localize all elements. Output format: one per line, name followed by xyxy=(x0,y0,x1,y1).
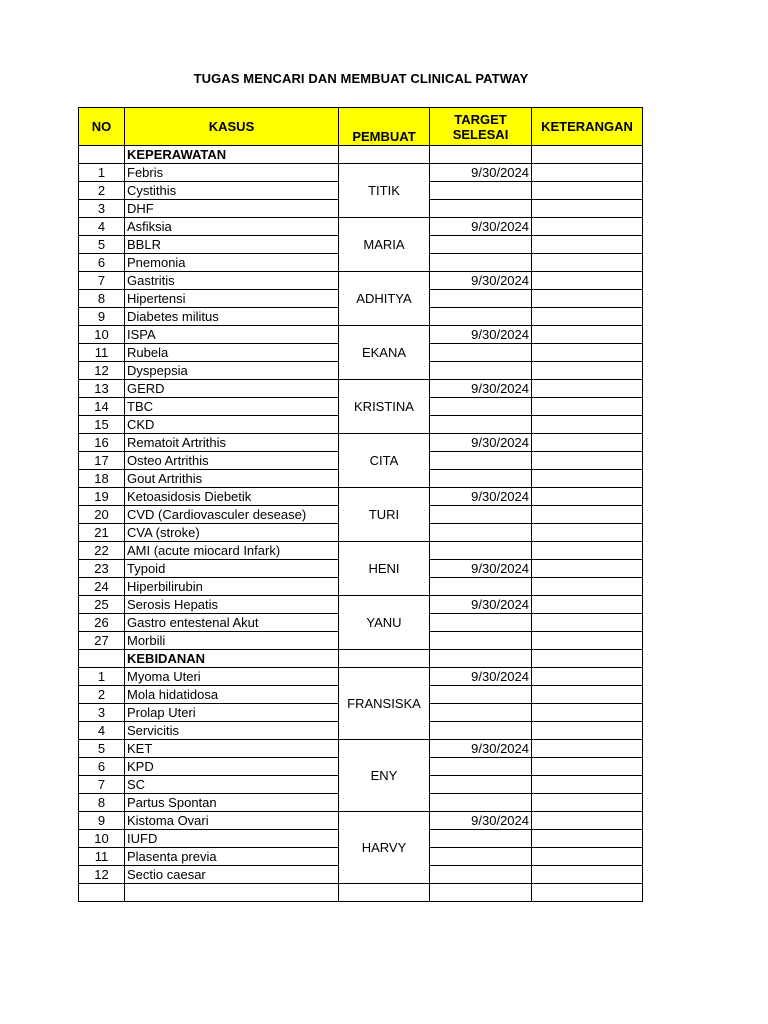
cell-target-selesai: 9/30/2024 xyxy=(430,218,532,236)
cell-no: 1 xyxy=(79,668,125,686)
cell-kasus: Partus Spontan xyxy=(125,794,339,812)
cell-no: 24 xyxy=(79,578,125,596)
cell-keterangan xyxy=(532,146,643,164)
cell-target-selesai xyxy=(430,524,532,542)
cell-target-selesai xyxy=(430,578,532,596)
cell-pembuat: FRANSISKA xyxy=(339,668,430,740)
cell-kasus: Asfiksia xyxy=(125,218,339,236)
cell-no: 9 xyxy=(79,308,125,326)
cell-target-selesai xyxy=(430,452,532,470)
section-row xyxy=(79,146,643,164)
cell-kasus: Gout Artrithis xyxy=(125,470,339,488)
cell-kasus: ISPA xyxy=(125,326,339,344)
cell-no xyxy=(79,884,125,902)
cell-kasus: Kistoma Ovari xyxy=(125,812,339,830)
cell-no: 11 xyxy=(79,344,125,362)
cell-pembuat: HARVY xyxy=(339,812,430,884)
cell-kasus: DHF xyxy=(125,200,339,218)
cell-keterangan xyxy=(532,794,643,812)
cell-target-selesai xyxy=(430,182,532,200)
cell-keterangan xyxy=(532,830,643,848)
cell-keterangan xyxy=(532,272,643,290)
cell-keterangan xyxy=(532,488,643,506)
cell-kasus: Dyspepsia xyxy=(125,362,339,380)
cell-keterangan xyxy=(532,596,643,614)
cell-no: 6 xyxy=(79,758,125,776)
cell-target-selesai xyxy=(430,794,532,812)
header-target-selesai xyxy=(430,108,532,146)
cell-keterangan xyxy=(532,722,643,740)
cell-keterangan xyxy=(532,164,643,182)
cell-target-selesai xyxy=(430,686,532,704)
cell-pembuat: CITA xyxy=(339,434,430,488)
header-kasus: KASUS xyxy=(125,108,339,146)
cell-target-selesai xyxy=(430,758,532,776)
cell-kasus: Prolap Uteri xyxy=(125,704,339,722)
cell-no: 22 xyxy=(79,542,125,560)
cell-target-selesai xyxy=(430,776,532,794)
cell-no: 2 xyxy=(79,686,125,704)
cell-pembuat: TITIK xyxy=(339,164,430,218)
cell-no: 12 xyxy=(79,866,125,884)
cell-keterangan xyxy=(532,686,643,704)
cell-keterangan xyxy=(532,740,643,758)
cell-kasus: Mola hidatidosa xyxy=(125,686,339,704)
table-row xyxy=(79,488,643,506)
cell-target-selesai xyxy=(430,344,532,362)
section-row xyxy=(79,650,643,668)
cell-keterangan xyxy=(532,434,643,452)
cell-kasus: Ketoasidosis Diebetik xyxy=(125,488,339,506)
cell-no xyxy=(79,650,125,668)
cell-pembuat: ADHITYA xyxy=(339,272,430,326)
header-no: NO xyxy=(79,108,125,146)
cell-target-selesai: 9/30/2024 xyxy=(430,740,532,758)
table-row xyxy=(79,884,643,902)
table-row xyxy=(79,434,643,452)
cell-keterangan xyxy=(532,416,643,434)
cell-pembuat: EKANA xyxy=(339,326,430,380)
cell-no: 8 xyxy=(79,290,125,308)
cell-no: 4 xyxy=(79,218,125,236)
cell-no: 20 xyxy=(79,506,125,524)
cell-keterangan xyxy=(532,362,643,380)
cell-target-selesai xyxy=(430,416,532,434)
cell-target-selesai xyxy=(430,470,532,488)
table-row xyxy=(79,812,643,830)
cell-target-selesai xyxy=(430,650,532,668)
header-pembuat: PEMBUAT xyxy=(339,108,430,146)
cell-no: 23 xyxy=(79,560,125,578)
cell-keterangan xyxy=(532,308,643,326)
cell-no: 9 xyxy=(79,812,125,830)
cell-target-selesai: 9/30/2024 xyxy=(430,596,532,614)
cell-no: 6 xyxy=(79,254,125,272)
cell-no: 27 xyxy=(79,632,125,650)
cell-target-selesai xyxy=(430,542,532,560)
cell-keterangan xyxy=(532,344,643,362)
cell-no: 16 xyxy=(79,434,125,452)
cell-no: 4 xyxy=(79,722,125,740)
cell-target-selesai: 9/30/2024 xyxy=(430,326,532,344)
cell-target-selesai xyxy=(430,290,532,308)
cell-target-selesai: 9/30/2024 xyxy=(430,164,532,182)
cell-kasus: KPD xyxy=(125,758,339,776)
header-target-line1: TARGET xyxy=(454,111,507,127)
table-row xyxy=(79,596,643,614)
cell-no: 10 xyxy=(79,830,125,848)
cell-keterangan xyxy=(532,812,643,830)
cell-keterangan xyxy=(532,848,643,866)
cell-keterangan xyxy=(532,236,643,254)
cell-target-selesai xyxy=(430,398,532,416)
cell-keterangan xyxy=(532,758,643,776)
cell-kasus: Cystithis xyxy=(125,182,339,200)
cell-kasus: Rematoit Artrithis xyxy=(125,434,339,452)
cell-kasus: KET xyxy=(125,740,339,758)
cell-no: 5 xyxy=(79,236,125,254)
cell-pembuat xyxy=(339,146,430,164)
cell-kasus: CVD (Cardiovasculer desease) xyxy=(125,506,339,524)
cell-no xyxy=(79,146,125,164)
cell-kasus: Hipertensi xyxy=(125,290,339,308)
section-label: KEBIDANAN xyxy=(125,650,339,668)
cell-no: 11 xyxy=(79,848,125,866)
cell-keterangan xyxy=(532,776,643,794)
cell-keterangan xyxy=(532,578,643,596)
cell-pembuat: MARIA xyxy=(339,218,430,272)
table-row xyxy=(79,542,643,560)
cell-kasus: Typoid xyxy=(125,560,339,578)
cell-pembuat: KRISTINA xyxy=(339,380,430,434)
cell-kasus xyxy=(125,884,339,902)
cell-no: 10 xyxy=(79,326,125,344)
cell-no: 15 xyxy=(79,416,125,434)
cell-pembuat xyxy=(339,884,430,902)
cell-target-selesai xyxy=(430,506,532,524)
cell-no: 13 xyxy=(79,380,125,398)
cell-target-selesai xyxy=(430,614,532,632)
cell-target-selesai: 9/30/2024 xyxy=(430,560,532,578)
cell-no: 12 xyxy=(79,362,125,380)
cell-no: 7 xyxy=(79,776,125,794)
cell-no: 26 xyxy=(79,614,125,632)
cell-target-selesai xyxy=(430,848,532,866)
cell-no: 18 xyxy=(79,470,125,488)
cell-no: 17 xyxy=(79,452,125,470)
cell-kasus: Plasenta previa xyxy=(125,848,339,866)
cell-target-selesai: 9/30/2024 xyxy=(430,380,532,398)
cell-kasus: TBC xyxy=(125,398,339,416)
header-keterangan: KETERANGAN xyxy=(532,108,643,146)
cell-keterangan xyxy=(532,560,643,578)
cell-pembuat: HENI xyxy=(339,542,430,596)
cell-target-selesai: 9/30/2024 xyxy=(430,812,532,830)
cell-keterangan xyxy=(532,866,643,884)
cell-kasus: Gastro entestenal Akut xyxy=(125,614,339,632)
header-target-line2: SELESAI xyxy=(452,126,509,142)
table-row xyxy=(79,164,643,182)
cell-keterangan xyxy=(532,614,643,632)
cell-target-selesai: 9/30/2024 xyxy=(430,434,532,452)
cell-kasus: Pnemonia xyxy=(125,254,339,272)
cell-target-selesai: 9/30/2024 xyxy=(430,488,532,506)
cell-kasus: Osteo Artrithis xyxy=(125,452,339,470)
cell-kasus: Myoma Uteri xyxy=(125,668,339,686)
cell-keterangan xyxy=(532,632,643,650)
cell-kasus: Sectio caesar xyxy=(125,866,339,884)
cell-keterangan xyxy=(532,470,643,488)
cell-kasus: Servicitis xyxy=(125,722,339,740)
cell-no: 7 xyxy=(79,272,125,290)
cell-no: 3 xyxy=(79,200,125,218)
cell-keterangan xyxy=(532,200,643,218)
cell-kasus: CVA (stroke) xyxy=(125,524,339,542)
cell-no: 14 xyxy=(79,398,125,416)
cell-target-selesai xyxy=(430,884,532,902)
cell-kasus: CKD xyxy=(125,416,339,434)
cell-target-selesai xyxy=(430,200,532,218)
cell-kasus: Rubela xyxy=(125,344,339,362)
cell-target-selesai xyxy=(430,722,532,740)
section-label: KEPERAWATAN xyxy=(125,146,339,164)
cell-keterangan xyxy=(532,668,643,686)
cell-kasus: BBLR xyxy=(125,236,339,254)
table-row xyxy=(79,740,643,758)
cell-no: 1 xyxy=(79,164,125,182)
cell-kasus: Febris xyxy=(125,164,339,182)
cell-pembuat: TURI xyxy=(339,488,430,542)
cell-pembuat xyxy=(339,650,430,668)
cell-kasus: GERD xyxy=(125,380,339,398)
clinical-pathway-table xyxy=(78,107,643,902)
table-row xyxy=(79,380,643,398)
header-row xyxy=(79,108,643,146)
cell-target-selesai xyxy=(430,830,532,848)
cell-kasus: Serosis Hepatis xyxy=(125,596,339,614)
cell-keterangan xyxy=(532,254,643,272)
table-row xyxy=(79,326,643,344)
cell-target-selesai xyxy=(430,254,532,272)
cell-kasus: Hiperbilirubin xyxy=(125,578,339,596)
cell-keterangan xyxy=(532,452,643,470)
table-row xyxy=(79,668,643,686)
cell-keterangan xyxy=(532,290,643,308)
cell-target-selesai xyxy=(430,236,532,254)
cell-kasus: IUFD xyxy=(125,830,339,848)
cell-pembuat: YANU xyxy=(339,596,430,650)
cell-keterangan xyxy=(532,524,643,542)
cell-keterangan xyxy=(532,380,643,398)
table-row xyxy=(79,272,643,290)
cell-no: 8 xyxy=(79,794,125,812)
cell-no: 3 xyxy=(79,704,125,722)
cell-keterangan xyxy=(532,182,643,200)
cell-keterangan xyxy=(532,650,643,668)
cell-keterangan xyxy=(532,542,643,560)
table-body xyxy=(79,146,643,902)
cell-kasus: Diabetes militus xyxy=(125,308,339,326)
cell-keterangan xyxy=(532,506,643,524)
cell-no: 25 xyxy=(79,596,125,614)
table-row xyxy=(79,218,643,236)
cell-no: 19 xyxy=(79,488,125,506)
cell-kasus: Gastritis xyxy=(125,272,339,290)
cell-kasus: Morbili xyxy=(125,632,339,650)
cell-target-selesai xyxy=(430,308,532,326)
page-title: TUGAS MENCARI DAN MEMBUAT CLINICAL PATWAY xyxy=(193,71,529,86)
cell-keterangan xyxy=(532,884,643,902)
cell-target-selesai xyxy=(430,146,532,164)
cell-no: 5 xyxy=(79,740,125,758)
cell-target-selesai xyxy=(430,632,532,650)
cell-keterangan xyxy=(532,218,643,236)
cell-kasus: AMI (acute miocard Infark) xyxy=(125,542,339,560)
cell-target-selesai xyxy=(430,866,532,884)
cell-target-selesai xyxy=(430,704,532,722)
cell-kasus: SC xyxy=(125,776,339,794)
cell-keterangan xyxy=(532,326,643,344)
cell-pembuat: ENY xyxy=(339,740,430,812)
cell-keterangan xyxy=(532,398,643,416)
cell-keterangan xyxy=(532,704,643,722)
cell-target-selesai: 9/30/2024 xyxy=(430,668,532,686)
cell-target-selesai: 9/30/2024 xyxy=(430,272,532,290)
cell-no: 2 xyxy=(79,182,125,200)
cell-target-selesai xyxy=(430,362,532,380)
cell-no: 21 xyxy=(79,524,125,542)
